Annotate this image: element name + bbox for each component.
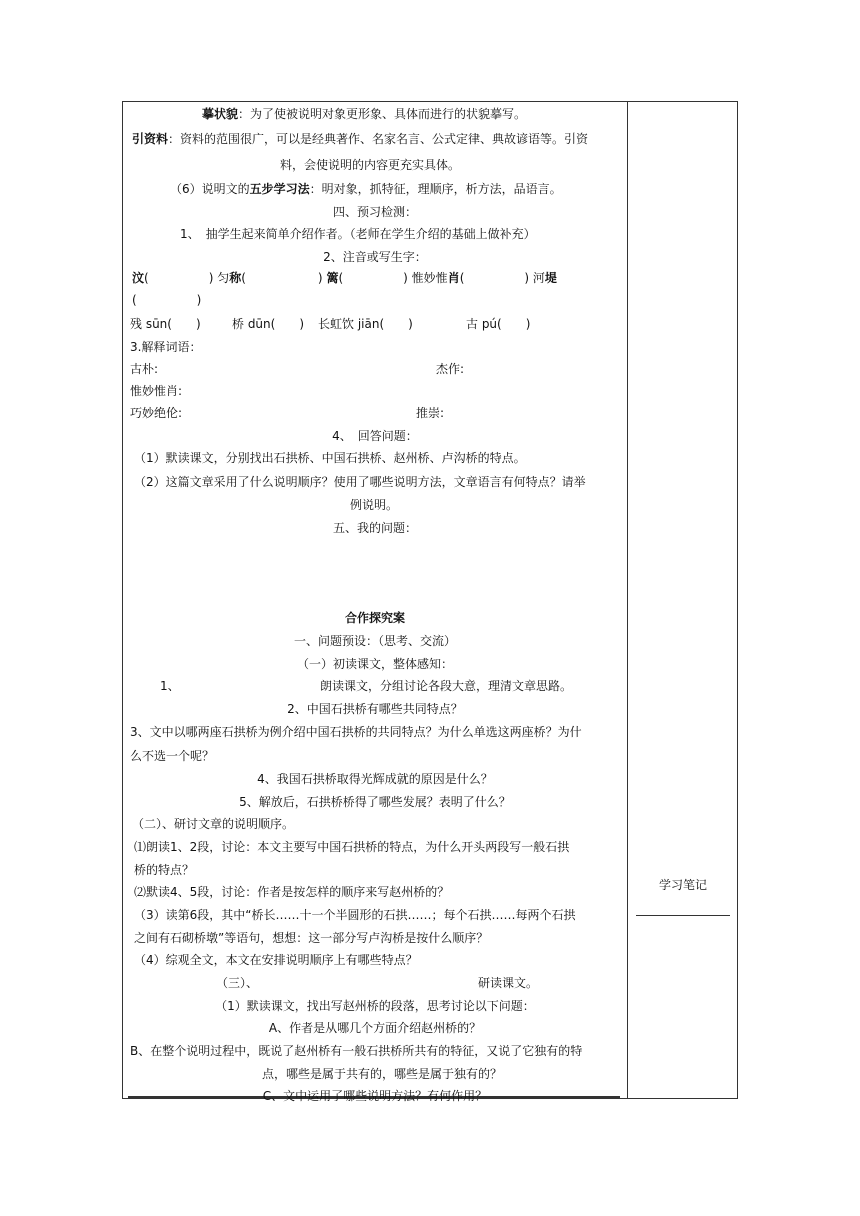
item-3: 3、文中以哪两座石拱桥为例介绍中国石拱桥的共同特点？为什么单选这两座桥？为什: [130, 725, 582, 739]
answer-item-2: （2）这篇文章采用了什么说明顺序？使用了哪些说明方法，文章语言有何特点？请举: [134, 475, 586, 489]
term-gupu: 古朴:: [130, 362, 159, 376]
yinziliao-line-2: 料，会使说明的内容更充实具体。: [280, 158, 461, 172]
study-notes-label: 学习笔记: [658, 878, 707, 892]
mozhuangmao-line: [202, 106, 526, 122]
blank-wen: ( ): [144, 271, 214, 285]
item-2: 2、中国石拱桥有哪些共同特点？: [287, 702, 463, 716]
study-notes-rule: [636, 915, 730, 916]
five-steps-term: 五步学习法: [249, 182, 310, 196]
item-5: 5、解放后，石拱桥桥得了哪些发展？表明了什么？: [239, 795, 511, 809]
pinyin-item-3: 长虹饮 jiān( ): [318, 317, 413, 331]
answer-item-1: （1）默读课文，分别找出石拱桥、中国石拱桥、赵州桥、卢沟桥的特点。: [134, 451, 526, 465]
yinziliao-text: ：资料的范围很广，可以是经典著作、名家名言、公式定律、典故谚语等。引资: [168, 132, 589, 146]
answer-heading: 4、 回答问题：: [332, 429, 418, 443]
pinyin-item-4: 古 pú( ): [466, 317, 531, 331]
s2-item-1: ⑴朗读1、2段，讨论：本文主要写中国石拱桥的特点，为什么开头两段写一般石拱: [134, 840, 570, 854]
my-questions-heading: 五、我的问题：: [332, 521, 417, 535]
char-li: 篱: [326, 271, 339, 285]
item-1-text: 朗读课文，分组讨论各段大意，理清文章思路。: [320, 679, 573, 693]
section-3-heading: （三）、: [216, 976, 259, 990]
term-tuichong: 推崇:: [416, 406, 445, 420]
s2-item-3: （3）读第6段，其中“桥长……十一个半圆形的石拱……；每个石拱……每两个石拱: [134, 908, 576, 922]
answer-item-2-cont: 例说明。: [350, 498, 399, 512]
s3-item-c: C、文中运用了哪些说明方法？有何作用？: [262, 1089, 488, 1103]
five-steps-line: [170, 181, 562, 197]
s3-item-b-cont: 点，哪些是属于共有的，哪些是属于独有的？: [262, 1067, 503, 1081]
char-wen: 汶: [132, 271, 145, 285]
s2-item-2: ⑵默读4、5段，讨论：作者是按怎样的顺序来写赵州桥的？: [134, 885, 450, 899]
explore-title: 合作探究案: [344, 611, 405, 625]
char-he: 河: [532, 271, 545, 285]
s2-item-3-cont: 之间有石砌桥墩”等语句，想想：这一部分写卢沟桥是按什么顺序？: [134, 931, 489, 945]
check-heading: 四、预习检测：: [332, 205, 417, 219]
item-3-cont: 么不选一个呢？: [130, 749, 215, 763]
section-2-heading: （二）、研讨文章的说明顺序。: [132, 817, 295, 831]
section-3-heading-right: 研读课文。: [478, 976, 539, 990]
mozhuangmao-text: ：为了使被说明对象更形象、具体而进行的状貌摹写。: [238, 107, 527, 121]
item-4: 4、我国石拱桥取得光辉成就的原因是什么？: [257, 772, 493, 786]
term-qiaomiaojuelun: 巧妙绝伦:: [130, 406, 183, 420]
s3-item-b: B、在整个说明过程中，既说了赵州桥有一般石拱桥所共有的特征，又说了它独有的特: [130, 1044, 583, 1058]
s2-item-1-cont: 桥的特点？: [134, 863, 195, 877]
char-yun: 匀: [217, 271, 230, 285]
char-weimiaowei: 惟妙惟: [411, 271, 448, 285]
five-steps-text: ：明对象，抓特征，理顺序，析方法，品语言。: [309, 182, 562, 196]
blank-li: ( ): [338, 271, 408, 285]
char-chen: 称: [229, 271, 242, 285]
check-item-1: 1、 抽学生起来简单介绍作者。（老师在学生介绍的基础上做补充）: [180, 227, 536, 241]
pinyin-item-1: 残 sūn( ): [130, 317, 201, 331]
s3-item-1: （1）默读课文，找出写赵州桥的段落，思考讨论以下问题：: [215, 999, 535, 1013]
mozhuangmao-term: 摹状貌: [202, 107, 239, 121]
char-di: 堤: [544, 271, 557, 285]
s2-item-4: （4）综观全文，本文在安排说明顺序上有哪些特点？: [134, 953, 418, 967]
blank-di: ( ): [132, 293, 202, 307]
blank-chen: ( ): [241, 271, 323, 285]
explain-heading: 3.解释词语：: [130, 340, 202, 354]
s3-item-a: A、作者是从哪几个方面介绍赵州桥的？: [268, 1021, 482, 1035]
yinziliao-term: 引资料: [132, 132, 169, 146]
section-1-heading: （一）初读课文，整体感知：: [296, 657, 453, 671]
yinziliao-line: [132, 131, 588, 147]
term-jiezuo: 杰作:: [436, 362, 465, 376]
term-weimiaoweixiao: 惟妙惟肖:: [130, 384, 183, 398]
check-item-2: 2、注音或写生字：: [323, 250, 427, 264]
pinyin-item-2: 桥 dūn( ): [232, 317, 305, 331]
column-divider: [627, 101, 628, 1099]
item-1-number: 1、: [160, 679, 180, 693]
phonetic-row-1: [132, 270, 620, 286]
five-steps-prefix: （6）说明文的: [170, 182, 250, 196]
char-xiao: 肖: [447, 271, 460, 285]
question-preset: 一、问题预设：（思考、交流）: [293, 634, 456, 648]
blank-xiao: ( ): [459, 271, 530, 285]
